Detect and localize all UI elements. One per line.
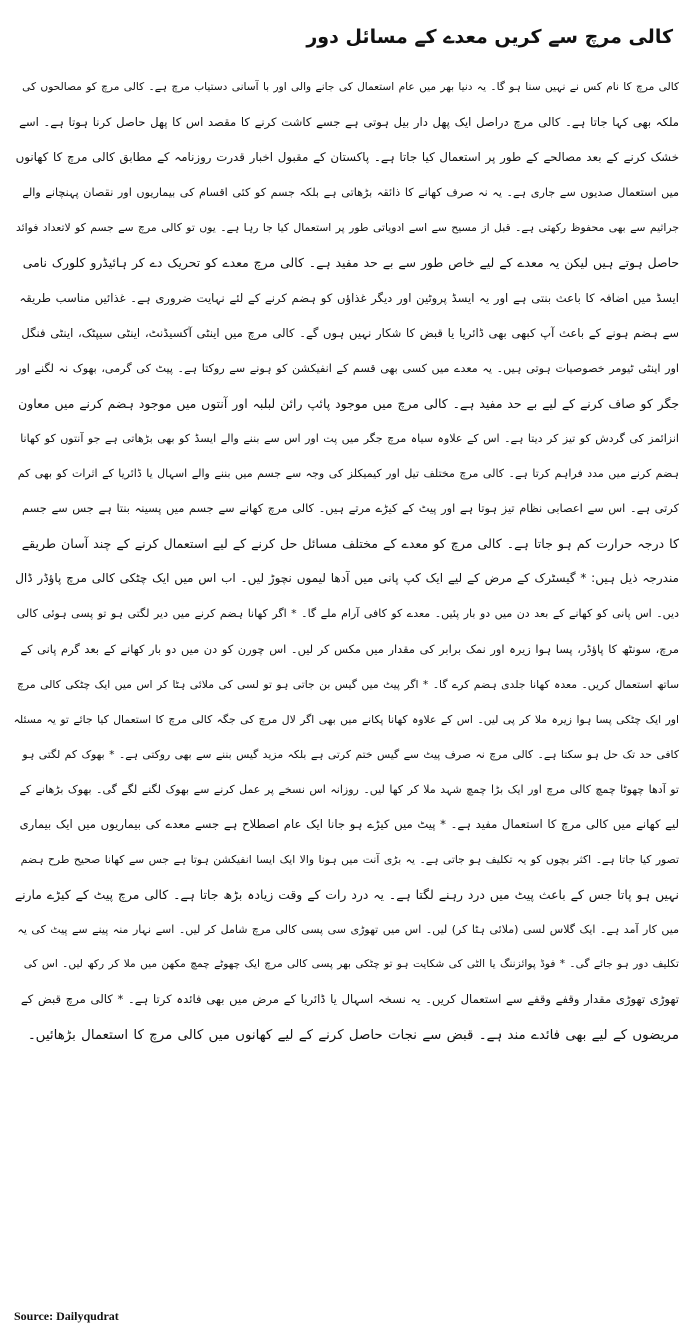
article-body-line: ہضم کرنے میں مدد فراہم کرتا ہے۔ کالی مرچ مختلف تیل اور کیمیکلز کی وجہ سے جسم میں بننے والے اسہال یا ڈائریا کے اثرات کو بھی کم [17,467,679,481]
article-body-line: جراثیم سے بھی محفوظ رکھتی ہے۔ قبل از مسیح سے اسے ادویاتی طور پر استعمال کیا جا رہا ہے۔ یوں تو کالی مرچ سے جسم کو لاتعداد فوائد [15,221,679,235]
article-body-line: مریضوں کے لیے بھی فائدے مند ہے۔ قبض سے نجات حاصل کرنے کے لیے کھانوں میں کالی مرچ کا استعمال بڑھائیں۔ [27,1027,679,1043]
article-body-line: خشک کرنے کے بعد مصالحے کے طور پر استعمال کیا جاتا ہے۔ پاکستان کے مقبول اخبار قدرت روزنامہ کے مطابق کالی مرچ کا کھانوں [15,150,679,165]
article-body-line: اور اینٹی ٹیومر خصوصیات ہوتی ہیں۔ یہ معدے میں کسی بھی قسم کے انفیکشن کو ہونے سے روکتا ہے۔ پیٹ کی گرمی، بھوک نہ لگنے اور [15,361,679,375]
article-body-line: سے ہضم ہونے کے باعث آپ کبھی بھی ڈائریا یا قبض کا شکار نہیں ہوں گے۔ کالی مرچ میں اینٹی آکسیڈنٹ، اینٹی سیپٹک، اینٹی فنگل [21,325,679,340]
article-title: کالی مرچ سے کریں معدے کے مسائل دور [306,26,673,48]
article-body-line: تصور کیا جاتا ہے۔ اکثر بچوں کو یہ تکلیف ہو جاتی ہے۔ یہ بڑی آنت میں ہونا والا ایک ایسا انفیکشن ہوتا ہے جس سے کھانا صحیح طرح ہضم [20,853,679,867]
article-body-line: ایسڈ میں اضافہ کا باعث بنتی ہے اور یہ ایسڈ پروٹین اور دیگر غذاؤں کو ہضم کرنے کے لئے نہایت ضروری ہے۔ غذائیں مناسب طریقہ [19,290,679,305]
article-body-line: دیں۔ اس پانی کو کھانے کے بعد دن میں دو بار پئیں۔ معدے کو کافی آرام ملے گا۔ * اگر کھانا ہضم کرنے میں دیر لگتی ہو تو پسی ہوئی کالی [16,607,679,621]
article-body-line: حاصل ہوتے ہیں لیکن یہ معدے کے لیے خاص طور سے بے حد مفید ہے۔ کالی مرچ معدے کو تحریک دے کر ہائیڈرو کلورک نامی [22,255,679,271]
article-body-line: کالی مرچ کا نام کس نے نہیں سنا ہو گا۔ یہ دنیا بھر میں عام استعمال کی جانے والی اور با آسانی دستیاب مرچ ہے۔ کالی مرچ کو مصالحوں کی [22,81,679,93]
article-body-line: ساتھ استعمال کریں۔ معدہ کھانا جلدی ہضم کرے گا۔ * اگر پیٹ میں گیس بن جاتی ہو تو لسی کی ملائی ہٹا کر اس میں ایک چٹکی کالی مرچ [16,677,679,691]
article-body-line: اور ایک چٹکی پسا ہوا زیرہ ملا کر پی لیں۔ اس کے علاوہ کھانا پکانے میں بھی اگر لال مرچ کی جگہ کالی مرچ کا استعمال کیا جائے تو یہ مسئلہ [14,712,679,726]
article-body-line: جگر کو صاف کرنے کے لیے بے حد مفید ہے۔ کالی مرچ میں موجود پائپ رائن لبلبہ اور آنتوں میں موجود ہضم کرنے میں معاون [18,395,679,411]
article-body-line: کافی حد تک حل ہو سکتا ہے۔ کالی مرچ نہ صرف پیٹ سے گیس ختم کرتی ہے بلکہ مزید گیس بننے سے بھی روکتی ہے۔ * بھوک کم لگتی ہو [22,747,679,761]
article-body-line: لیے کھانے میں کالی مرچ کا استعمال مفید ہے۔ * پیٹ میں کیڑے ہو جانا ایک عام اصطلاح ہے جسے معدے کی بیماریوں میں ایک بیماری [19,816,679,831]
article-body [14,70,679,1053]
article-body-line: تھوڑی تھوڑی مقدار وقفے وقفے سے استعمال کریں۔ یہ نسخہ اسہال یا ڈائریا کے مرض میں بھی فائدہ کرتا ہے۔ * کالی مرچ قبض کے [20,992,679,1007]
article-body-line: تو آدھا چھوٹا چمچ کالی مرچ اور ایک بڑا چمچ شہد ملا کر کھا لیں۔ روزانہ اس نسخے پر عمل کرنے سے بھوک لگنے لگے گی۔ بھوک بڑھانے کے [19,782,679,796]
article-body-line: ملکہ بھی کہا جاتا ہے۔ کالی مرچ دراصل ایک پھل دار بیل ہوتی ہے جسے کاشت کرنے کا مقصد اس کا پھل حاصل کرنا ہوتا ہے۔ اسے [19,115,679,130]
article-body-line: مندرجہ ذیل ہیں: * گیسٹرک کے مرض کے لیے ایک کپ پانی میں آدھا لیموں نچوڑ لیں۔ اب اس میں ایک چٹکی کالی مرچ پاؤڈر ڈال [15,571,679,586]
source-credit: Source: Dailyqudrat [14,1309,119,1323]
article-body-line: میں کار آمد ہے۔ ایک گلاس لسی (ملائی ہٹا کر) لیں۔ اس میں تھوڑی سی پسی کالی مرچ شامل کر لیں۔ اسے نہار منہ پینے سے پیٹ کی یہ [17,923,679,937]
article-body-line: مرچ، سونٹھ کا پاؤڈر، پسا ہوا زیرہ اور نمک برابر کی مقدار میں مکس کر لیں۔ اس چورن کو دن میں دو بار کھانے کے بعد گرم پانی کے [20,641,679,656]
article-body-line: انزائمز کی گردش کو تیز کر دیتا ہے۔ اس کے علاوہ سیاہ مرچ جگر میں پت اور اس سے بننے والے ایسڈ کو بھی بڑھاتی ہے جو آنتوں کو کھانا [20,431,679,445]
article-body-line: میں استعمال صدیوں سے جاری ہے۔ یہ نہ صرف کھانے کا ذائقہ بڑھاتی ہے بلکہ جسم کو کئی اقسام کی بیماریوں اور نقصان پہنچانے والے [22,186,679,200]
article-body-line: کا درجہ حرارت کم ہو جاتا ہے۔ کالی مرچ کو معدے کے مختلف مسائل حل کرنے کے لیے استعمال کرنے کے چند آسان طریقے [21,536,679,552]
article-body-line: نہیں ہو پاتا جس کے باعث پیٹ میں درد رہنے لگتا ہے۔ یہ درد رات کے وقت زیادہ بڑھ جاتا ہے۔ کالی مرچ پیٹ کے کیڑے مارنے [14,887,679,903]
article-body-line: تکلیف دور ہو جائے گی۔ * فوڈ پوائزننگ یا الٹی کی شکایت ہو تو چٹکی بھر پسی کالی مرچ ایک چھوٹے چمچ مکھن میں ملا کر رکھ لیں۔ اس کی [23,958,679,971]
article-body-line: کرتی ہے۔ اس سے اعصابی نظام تیز ہوتا ہے اور پیٹ کے کیڑے مرتے ہیں۔ کالی مرچ کھانے سے جسم میں پسینہ بنتا ہے جس سے جسم [22,501,679,516]
